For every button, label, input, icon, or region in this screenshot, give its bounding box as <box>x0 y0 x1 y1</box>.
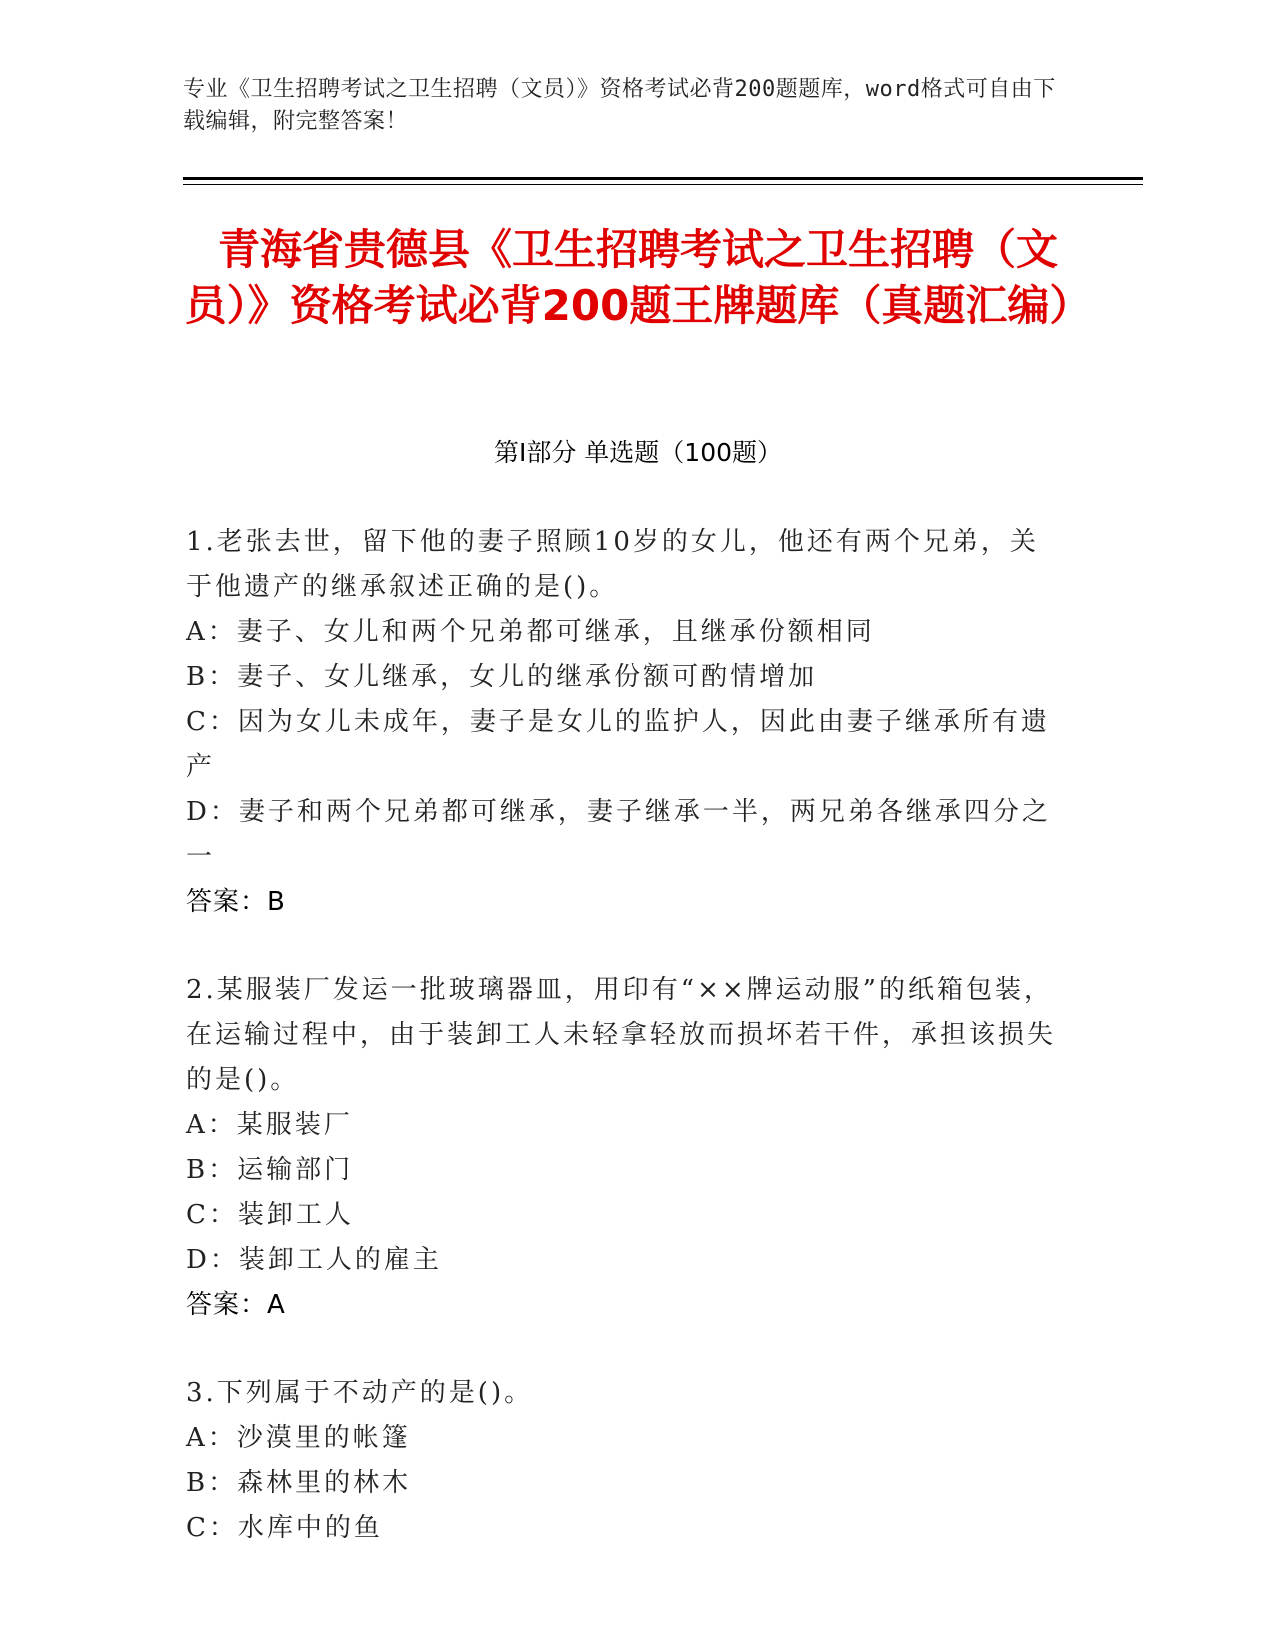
option-a: A：妻子、女儿和两个兄弟都可继承，且继承份额相同 <box>186 617 875 647</box>
option-a: A：某服装厂 <box>186 1110 353 1140</box>
question-stem: 2.某服装厂发运一批玻璃器皿，用印有“××牌运动服”的纸箱包装，在运输过程中，由于装卸工人未轻拿轻放而损坏若干件，承担该损失的是()。 <box>186 975 1057 1095</box>
option-b: B：森林里的林木 <box>186 1468 412 1498</box>
answer-line: 答案：B <box>186 887 286 917</box>
question-item <box>186 520 1066 925</box>
option-c: C：水库中的鱼 <box>186 1513 383 1543</box>
question-stem: 3.下列属于不动产的是()。 <box>186 1378 534 1408</box>
option-a: A：沙漠里的帐篷 <box>186 1423 411 1453</box>
section-heading: 第I部分 单选题（100题） <box>493 438 783 467</box>
question-stem: 1.老张去世，留下他的妻子照顾10岁的女儿，他还有两个兄弟，关于他遗产的继承叙述正确的是()。 <box>186 527 1039 602</box>
option-c: C：装卸工人 <box>186 1200 354 1230</box>
answer-line: 答案：A <box>186 1290 286 1320</box>
question-item <box>186 968 1066 1328</box>
option-b: B：妻子、女儿继承，女儿的继承份额可酌情增加 <box>186 662 818 692</box>
question-list <box>186 520 1066 1594</box>
document-title: 青海省贵德县《卫生招聘考试之卫生招聘（文员）》资格考试必背200题王牌题库（真题汇编） <box>184 225 1092 330</box>
option-b: B：运输部门 <box>186 1155 354 1185</box>
option-d: D：妻子和两个兄弟都可继承，妻子继承一半，两兄弟各继承四分之一 <box>186 797 1051 872</box>
option-d: D：装卸工人的雇主 <box>186 1245 442 1275</box>
header-note: 专业《卫生招聘考试之卫生招聘（文员）》资格考试必背200题题库，word格式可自由下载编辑，附完整答案！ <box>183 77 1056 134</box>
header-rule-thick <box>183 177 1143 180</box>
header-rule-thin <box>183 184 1143 185</box>
option-c: C：因为女儿未成年，妻子是女儿的监护人，因此由妻子继承所有遗产 <box>186 707 1050 782</box>
question-item <box>186 1371 1066 1551</box>
